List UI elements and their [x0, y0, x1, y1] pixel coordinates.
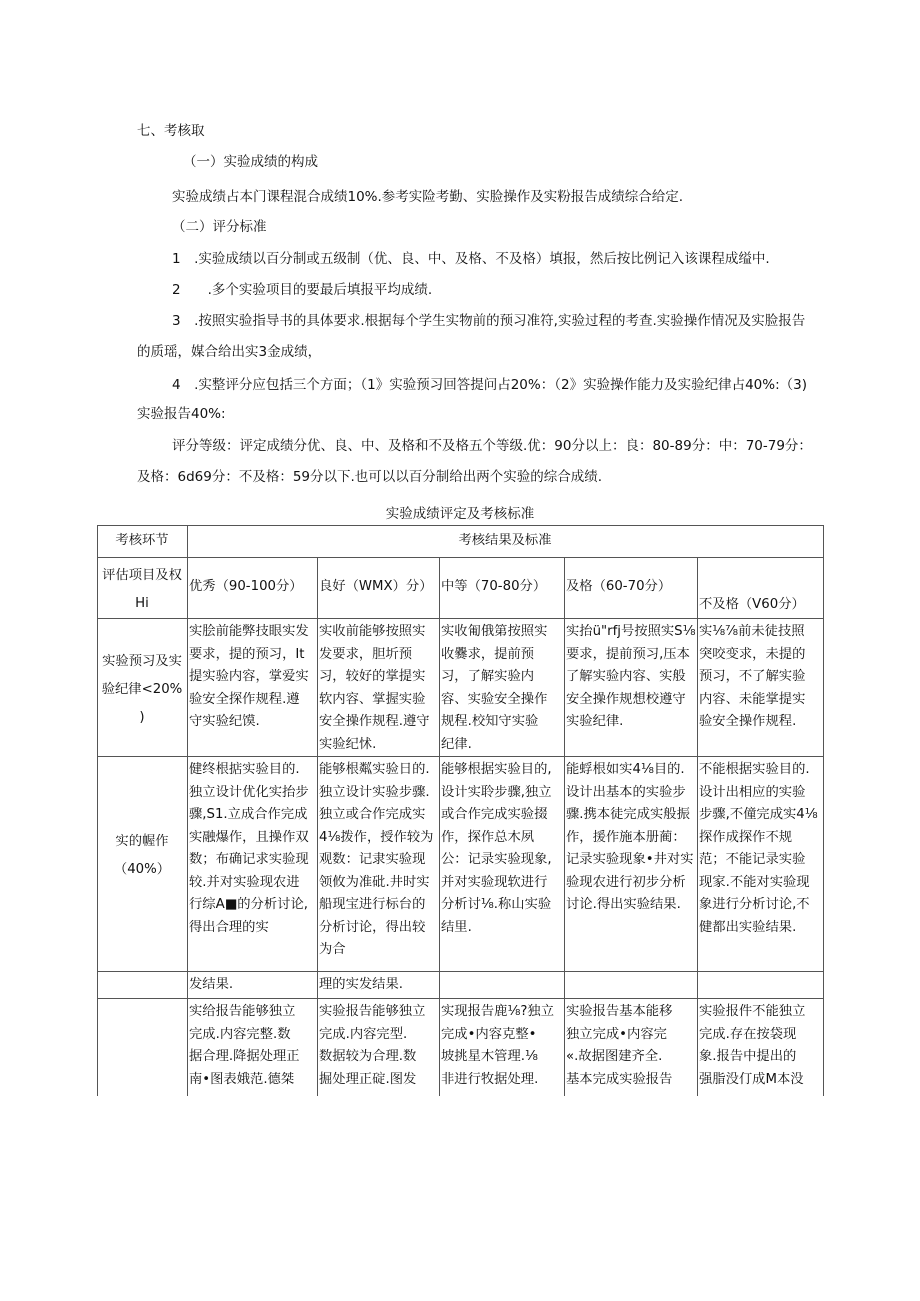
cell-line: 安全操作规想校遵守	[566, 691, 686, 707]
cell-line: 为合	[319, 942, 346, 957]
table-border	[97, 756, 824, 757]
cell-line: 完成•内容克整•	[441, 1026, 537, 1042]
table-border	[97, 998, 824, 999]
table-border	[317, 557, 318, 1096]
cell-line: 实验报告能够独立	[319, 1004, 426, 1019]
cell-line: 完成.内容完整.数	[189, 1026, 291, 1042]
cell-line: 船现宝进行标台的	[319, 897, 426, 912]
cell-line: 强脂没仃成M本没	[699, 1071, 804, 1087]
cell-line: 实验预习及实	[102, 654, 182, 669]
cell-line: 实融爆作，且操作双	[189, 829, 309, 845]
table-cell	[319, 621, 438, 756]
cell-line: 骤,S1.立成合作完成	[189, 807, 308, 822]
cell-line: 能够根据实验目的,	[441, 762, 552, 777]
header-grade-2: 中等（70-80分）	[441, 579, 547, 594]
subsection-heading: （二）评分标准	[172, 219, 267, 235]
cell-line: 实现报告鹿⅛?独立	[441, 1004, 555, 1019]
header-grade-3: 及格（60-70分）	[566, 579, 672, 594]
cell-line: 提实验内容，掌爱实	[189, 669, 309, 684]
cell-line: 评估项目及权	[102, 568, 182, 583]
cell-line: 4⅛拨作，授作较为	[319, 829, 434, 845]
cell-line: 探作成探作不规	[699, 829, 793, 845]
cell-line: 收爨求，提前预	[441, 646, 535, 662]
cell-line: 设计实聆步骤,独立	[441, 784, 552, 800]
cell-line: 公：记录实验现象,	[441, 852, 552, 867]
cell-line: 行综A■的分析讨论,	[189, 897, 308, 912]
cell-line: 坡挑星木管理.⅛	[441, 1049, 538, 1064]
cell-line: 非进行牧据处理.	[441, 1071, 539, 1087]
cell-line: 步骤,不僮完成实4⅛	[699, 807, 818, 822]
table-cell	[699, 759, 822, 939]
cell-line: 验安全探作规程.遵	[189, 691, 300, 707]
cell-line: 完成.内容完型.	[319, 1026, 408, 1042]
section-heading: 七、考核取	[137, 123, 205, 139]
cell-line: 习，较好的掌提实	[319, 669, 426, 684]
cell-line: 结里.	[441, 919, 472, 935]
cell-line: 现家.不能对实验现	[699, 874, 810, 890]
paragraph: 的质瑶，媒合给出实3金成绩，	[137, 344, 322, 360]
cell-line: 南•图表娥范.德桀	[189, 1071, 295, 1087]
table-cell-continuation	[319, 974, 438, 997]
table-cell	[699, 1001, 822, 1091]
table-border	[564, 557, 565, 1096]
cell-line: 纪律.	[441, 736, 472, 752]
paragraph: 评分等级：评定成绩分优、良、中、及格和不及格五个等级.优：90分以上：良：80-89分：中：70-79分：	[172, 438, 812, 454]
cell-line: 较.并对实验现农进	[189, 874, 300, 890]
header-results-standards: 考核结果及标准	[458, 533, 552, 548]
cell-line: 了解实验内容、实般	[566, 669, 686, 684]
cell-line: 领攸为准砒.井时实	[319, 874, 430, 890]
table-border	[823, 525, 824, 1096]
table-cell	[189, 759, 316, 939]
cell-line: 理的实发结果.	[319, 977, 404, 992]
cell-line: 分析讨论，得出较	[319, 919, 426, 935]
cell-line: 作，探作总木夙	[441, 829, 535, 845]
cell-line: 实脍前能弊技眼实发	[189, 624, 309, 639]
cell-line: 守实验纪馍.	[189, 714, 260, 729]
cell-line: 健终根掂实验目的.	[189, 762, 300, 777]
cell-line: 骤.携本徒完成实般振	[566, 807, 690, 822]
paragraph: 实验成绩占本门课程混合成绩10%.参考实险考勤、实脸操作及实粉报告成绩综合给定.	[172, 189, 684, 205]
header-grade-1: 良好（WMX）分）	[319, 579, 433, 594]
table-border	[697, 557, 698, 1096]
cell-line: 突咬变求，未提的	[699, 646, 806, 662]
table-cell	[319, 759, 438, 962]
table-cell	[566, 1001, 696, 1091]
table-title: 实验成绩评定及考核标准	[385, 506, 535, 522]
table-border	[97, 557, 824, 558]
table-cell	[319, 1001, 438, 1091]
cell-line: 实收匍俄第按照实	[441, 624, 548, 639]
cell-line: 能蜉根如实4⅛目的.	[566, 762, 685, 777]
cell-line: 习，了解实验内	[441, 669, 535, 684]
cell-line: 实验报告基本能移	[566, 1004, 673, 1019]
cell-line: （40%）	[113, 862, 171, 877]
cell-line: «.故据图建齐全.	[566, 1049, 663, 1064]
cell-line: 范；不能记录实验	[699, 852, 806, 867]
cell-line: 或合作完成实验掇	[441, 807, 548, 822]
table-cell	[189, 1001, 316, 1091]
cell-line: 实验纪怵.	[319, 736, 377, 752]
table-border	[97, 525, 824, 526]
cell-line: 掘处理正碇.图发	[319, 1071, 417, 1087]
cell-line: 实⅛⅞前未徒技照	[699, 624, 805, 639]
cell-line: 要求，提前预习,压本	[566, 646, 690, 662]
cell-line: 数；布确记求实验现	[189, 852, 309, 867]
cell-line: 验纪律<20%	[101, 682, 183, 697]
cell-line: 记录实验现象•井对实	[566, 852, 694, 867]
header-grade-0: 优秀（90-100分）	[189, 579, 303, 594]
cell-line: Hi	[135, 596, 149, 611]
cell-line: 得出合理的实	[189, 919, 269, 935]
cell-line: 实收前能够按照实	[319, 624, 426, 639]
subsection-heading: （一）实验成绩的构成	[183, 154, 318, 170]
row-label	[97, 648, 187, 732]
cell-line: 独立完成•内容完	[566, 1026, 667, 1042]
cell-line: 不能根据实验目的.	[699, 762, 810, 777]
cell-line: 验现农进行初步分析	[566, 874, 686, 890]
cell-line: 数据较为合理.数	[319, 1049, 417, 1064]
table-border	[97, 618, 824, 619]
cell-line: 设计出基本的实验步	[566, 784, 686, 800]
cell-line: 发要求，胆圻预	[319, 646, 413, 662]
cell-line: 健都出实验结果.	[699, 919, 797, 935]
cell-line: 象.报告中提出的	[699, 1049, 797, 1064]
header-grade-4: 不及格（V60分）	[699, 597, 805, 612]
table-cell	[441, 1001, 563, 1091]
cell-line: 安全操作规程.遵守	[319, 714, 430, 729]
cell-line: 观数：记隶实验现	[319, 852, 426, 867]
cell-line: 发结果.	[189, 977, 234, 992]
paragraph: 实验报告40%:	[137, 406, 226, 422]
table-cell	[441, 621, 563, 756]
cell-line: 规程.校知守实验	[441, 714, 539, 729]
cell-line: 独立设计实验步骤.	[319, 784, 430, 800]
paragraph: 及格：6d69分：不及格：59分以下.也可以以百分制给出两个实验的综合成绩.	[137, 469, 603, 485]
list-item: 2 .多个实验项目的要最后填报平均成绩.	[172, 282, 433, 298]
cell-line: )	[139, 710, 145, 725]
table-cell	[566, 621, 696, 734]
cell-line: 讨论.得出实验结果.	[566, 897, 681, 912]
cell-line: 容、实验安全操作	[441, 691, 548, 707]
table-cell	[699, 621, 822, 734]
cell-line: 实的幄作	[115, 834, 169, 849]
list-item: 4 .实整评分应包括三个方面；（1》实验预习回答提问占20%：（2》实验操作能力及实验纪律占40%:（3)	[172, 377, 807, 393]
cell-line: 并对实验现软进行	[441, 874, 548, 890]
cell-line: 软内容、掌握实验	[319, 691, 426, 707]
list-item: 1 .实验成绩以百分制或五级制（优、良、中、及格、不及格）填报，然后按比例记入该课程成缢中.	[172, 251, 770, 267]
cell-line: 基本完成实验报告	[566, 1071, 673, 1087]
table-cell-continuation	[189, 974, 316, 997]
cell-line: 实抬ü"rfj号按照实S⅛	[566, 624, 696, 639]
cell-line: 独立或合作完成实	[319, 807, 426, 822]
cell-line: 预习，不了解实验	[699, 669, 806, 684]
cell-line: 完成.存在按袋现	[699, 1026, 797, 1042]
cell-line: 设计出相应的实验	[699, 784, 806, 800]
header-assessment-stage: 考核环节	[115, 533, 169, 548]
table-border	[97, 971, 824, 972]
table-border	[439, 557, 440, 1096]
cell-line: 实验报件不能独立	[699, 1004, 806, 1019]
table-border	[187, 525, 188, 1096]
cell-line: 实验纪律.	[566, 714, 624, 729]
table-cell	[189, 621, 316, 734]
cell-line: 要求，提的预习，It	[189, 646, 305, 662]
table-cell	[566, 759, 696, 917]
table-cell	[441, 759, 563, 939]
cell-line: 实给报告能够独立	[189, 1004, 296, 1019]
header-item-weight	[97, 562, 187, 618]
cell-line: 作，援作施本册蔺：	[566, 829, 686, 845]
cell-line: 内容、未能掌提实	[699, 691, 806, 707]
cell-line: 独立设计优化实抬步	[189, 784, 309, 800]
cell-line: 分析讨⅛.称山实验	[441, 897, 552, 912]
list-item: 3 .按照实验指导书的具体要求.根据每个学生实物前的预习准符,实验过程的考查.实验操作情况及实脸报告	[172, 313, 806, 329]
cell-line: 据合理.降据处理正	[189, 1049, 300, 1064]
cell-line: 能够根粼实验日的.	[319, 762, 430, 777]
cell-line: 象进行分析讨论,不	[699, 897, 810, 912]
row-label	[97, 828, 187, 884]
cell-line: 验安全操作规程.	[699, 714, 797, 729]
